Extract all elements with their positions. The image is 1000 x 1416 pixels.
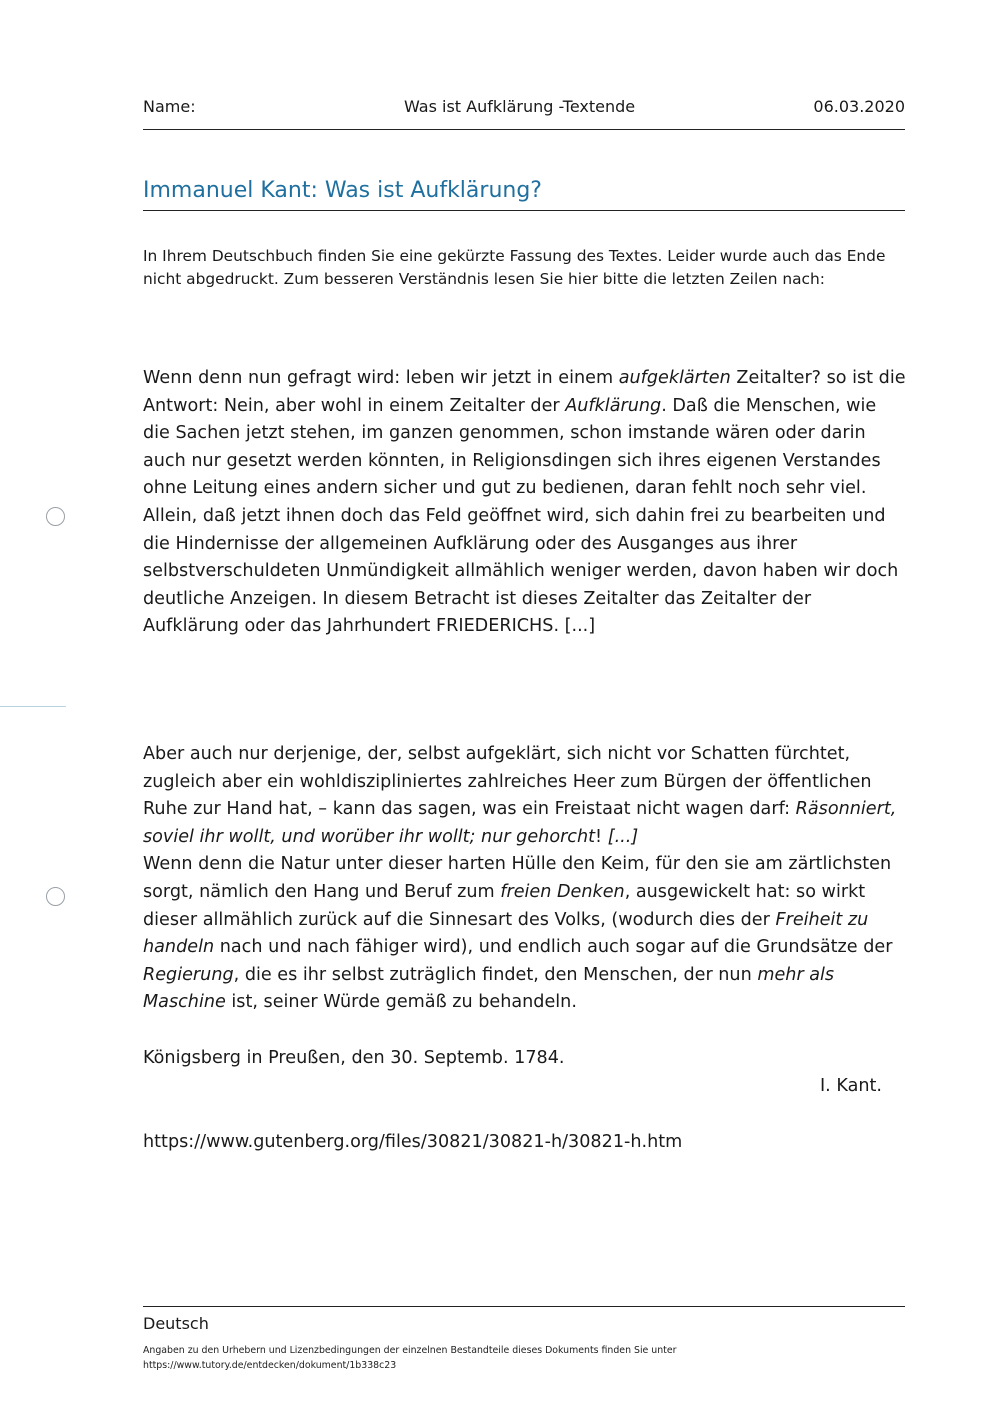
license-note-text: Angaben zu den Urhebern und Lizenzbedingungen der einzelnen Bestandteile dieses Dokuments finden Sie unter bbox=[143, 1345, 677, 1356]
italic-segment: Freiheit zu handeln bbox=[143, 909, 869, 958]
license-note-link[interactable]: https://www.tutory.de/entdecken/dokument/1b338c23 bbox=[143, 1360, 397, 1371]
italic-segment: Aufklärung bbox=[565, 395, 662, 416]
text-segment: , ausgewickelt hat: so wirkt dieser allmählich zurück auf die Sinnesart des Volks, (wodurch dies der bbox=[143, 881, 866, 930]
document-date: 06.03.2020 bbox=[813, 97, 905, 116]
text-segment: , die es ihr selbst zuträglich findet, den Menschen, der nun bbox=[233, 964, 758, 985]
page-title: Immanuel Kant: Was ist Aufklärung? bbox=[143, 178, 542, 203]
footer-divider bbox=[143, 1306, 905, 1307]
intro-text: In Ihrem Deutschbuch finden Sie eine gekürzte Fassung des Textes. Leider wurde auch das Ende nicht abgedruckt. Zum besseren Verständnis lesen Sie hier bitte die letzten Zeilen nach: bbox=[143, 247, 886, 288]
page-header bbox=[143, 96, 905, 120]
name-label: Name: bbox=[143, 97, 196, 116]
header-divider bbox=[143, 129, 905, 130]
text-segment: . Daß die Menschen, wie die Sachen jetzt stehen, im ganzen genommen, schon imstande wären oder darin auch nur gesetzt werden könnten, in Religionsdingen sich ihres eigenen Verstandes ohne Leitung eines andern sicher und gut zu bedienen, daran fehlt noch sehr viel. Allein, daß jetzt ihnen doch das Feld geöffnet wird, sich dahin frei zu bearbeiten und die Hindernisse der allgemeinen Aufklärung oder des Ausganges aus ihrer selbstverschuldeten Unmündigkeit allmählich weniger werden, davon haben wir doch deutliche Anzeigen. In diesem Betracht ist dieses Zeitalter das Zeitalter der Aufklärung oder das Jahrhundert FRIEDERICHS. [...] bbox=[143, 395, 899, 637]
footer-license-note bbox=[143, 1343, 783, 1373]
document-title: Was ist Aufklärung -Textende bbox=[404, 97, 636, 116]
text-segment: ist, seiner Würde gemäß zu behandeln. bbox=[225, 992, 577, 1013]
fold-mark bbox=[0, 706, 66, 707]
title-divider bbox=[143, 210, 905, 211]
text-segment: Wenn denn die Natur unter dieser harten Hülle den Keim, für den sie am zärtlichsten sorgt, nämlich den Hang und Beruf zum bbox=[143, 854, 892, 902]
italic-segment: mehr als Maschine bbox=[143, 964, 835, 1013]
text-segment: ! bbox=[595, 826, 608, 847]
text-segment: Wenn denn nun gefragt wird: leben wir jetzt in einem bbox=[143, 368, 619, 388]
footer-subject: Deutsch bbox=[143, 1314, 209, 1333]
text-segment: Aber auch nur derjenige, der, selbst aufgeklärt, sich nicht vor Schatten fürchtet, zugleich aber ein wohldiszipliniertes zahlreiches Heer zum Bürgen der öffentlichen Ruhe zur Hand hat, – kann das sagen, was ein Freistaat nicht wagen darf: bbox=[143, 744, 872, 820]
italic-segment: Regierung bbox=[143, 964, 234, 985]
source-link[interactable]: https://www.gutenberg.org/files/30821/30821-h/30821-h.htm bbox=[143, 1132, 683, 1152]
italic-segment: [...] bbox=[607, 826, 639, 847]
place-date-line: Königsberg in Preußen, den 30. Septemb. 1784. bbox=[143, 1048, 565, 1068]
italic-segment: Räsonniert, soviel ihr wollt, und worüber ihr wollt; nur gehorcht bbox=[143, 799, 897, 847]
text-segment: nach und nach fähiger wird), und endlich auch sogar auf die Grundsätze der bbox=[214, 937, 893, 958]
quote-paragraph-1 bbox=[143, 365, 908, 641]
text-segment: Zeitalter? so ist die Antwort: Nein, aber wohl in einem Zeitalter der bbox=[143, 368, 906, 416]
italic-segment: freien Denken bbox=[500, 881, 625, 902]
italic-segment: aufgeklärten bbox=[618, 368, 731, 388]
quote-paragraph-2 bbox=[143, 741, 908, 1017]
punch-hole-marker bbox=[46, 887, 65, 906]
punch-hole-marker bbox=[46, 507, 65, 526]
author-signature: I. Kant. bbox=[819, 1076, 882, 1096]
